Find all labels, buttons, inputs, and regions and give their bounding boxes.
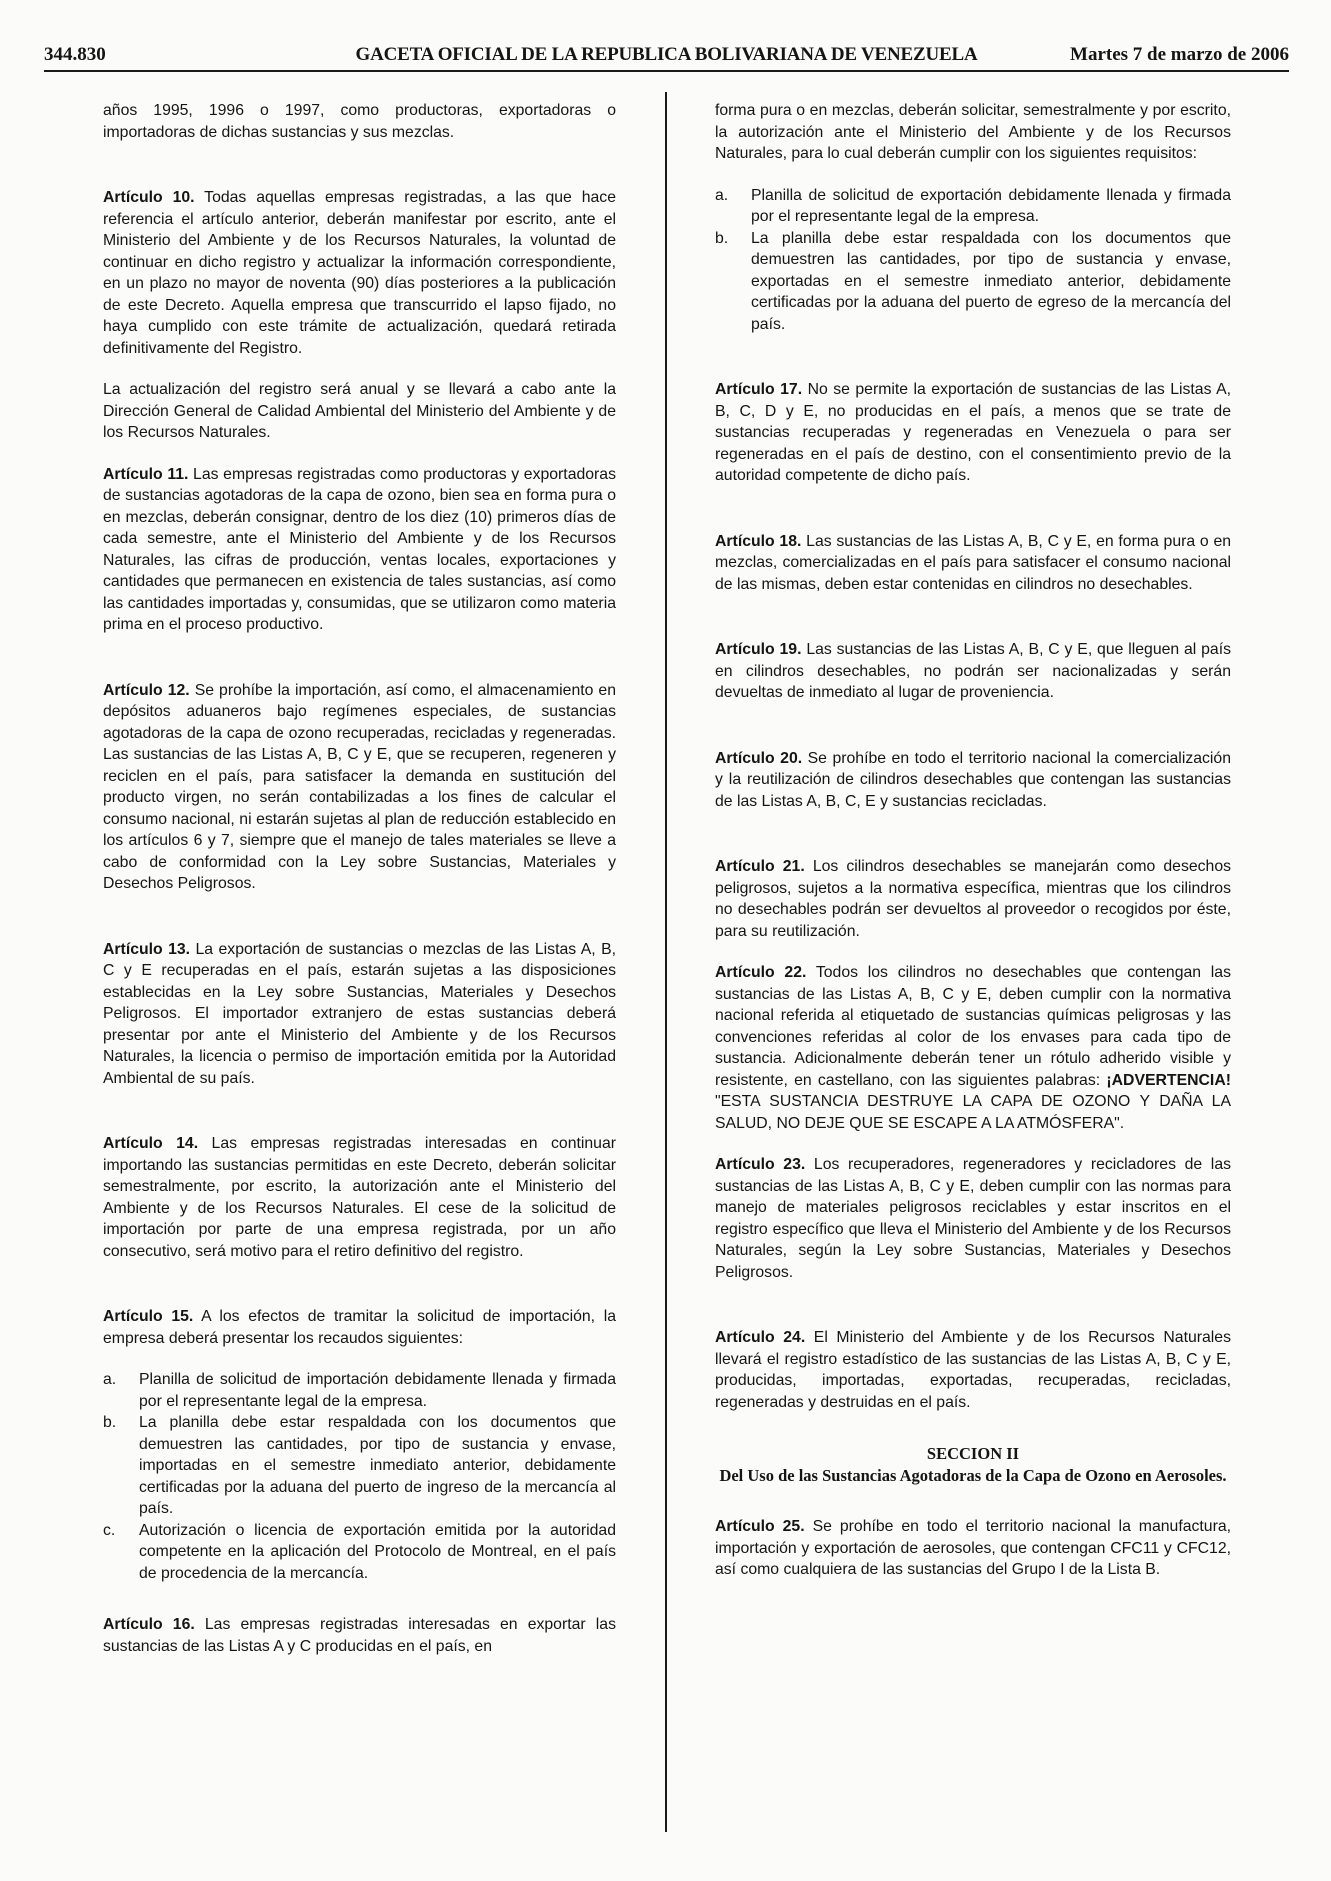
list-item — [103, 1520, 616, 1585]
article-10 — [103, 187, 616, 359]
article-23-heading: Artículo 23. — [715, 1156, 806, 1173]
article-15-text: A los efectos de tramitar la solicitud de importación, la empresa deberá presentar los recaudos siguientes: — [103, 1308, 616, 1347]
article-10-paragraph-2: La actualización del registro será anual y se llevará a cabo ante la Dirección General de Calidad Ambiental del Ministerio del Ambiente y de los Recursos Naturales. — [103, 381, 616, 441]
list-item — [103, 1412, 616, 1520]
article-16-heading: Artículo 16. — [103, 1616, 195, 1633]
list-item-letter: a. — [715, 186, 729, 204]
section-number: SECCION II — [926, 1444, 1020, 1463]
article-22 — [715, 962, 1231, 1134]
left-column — [103, 100, 616, 1657]
article-25-text: Se prohíbe en todo el territorio nacional la manufactura, importación y exportación de aerosoles, que contengan CFC11 y CFC12, así como cualquiera de las sustancias del Grupo I de la Lista B. — [715, 1518, 1232, 1578]
article-15 — [103, 1306, 616, 1349]
article-11-heading: Artículo 11. — [103, 465, 189, 483]
list-item-text: La planilla debe estar respaldada con los documentos que demuestren las cantidades, por tipo de sustancia y envase, exportadas en el semestre inmediato anterior, debidamente certificadas por la aduana del puerto de egreso de la mercancía del país. — [751, 229, 1231, 333]
article-16-requirements-list — [715, 185, 1231, 336]
article-25-heading: Artículo 25. — [715, 1518, 805, 1535]
list-item-text: Planilla de solicitud de importación debidamente llenada y firmada por el representante legal de la empresa. — [139, 1371, 616, 1410]
article-15-heading: Artículo 15. — [103, 1308, 194, 1325]
article-24 — [715, 1327, 1231, 1413]
article-18-heading: Artículo 18. — [715, 532, 802, 550]
article-22-warning: ¡ADVERTENCIA! — [1106, 1071, 1231, 1089]
article-21-heading: Artículo 21. — [715, 858, 805, 875]
article-25 — [715, 1516, 1231, 1581]
gazette-title: GACETA OFICIAL DE LA REPUBLICA BOLIVARIANA DE VENEZUELA — [355, 44, 978, 65]
article-13-heading: Artículo 13. — [103, 940, 191, 958]
list-item-letter: b. — [103, 1414, 117, 1431]
article-22-label-text: "ESTA SUSTANCIA DESTRUYE LA CAPA DE OZONO Y DAÑA LA SALUD, NO DEJE QUE SE ESCAPE A LA ATMÓSFERA". — [715, 1093, 1231, 1132]
article-17-text: No se permite la exportación de sustancias de las Listas A, B, C, D y E, no producidas en el país, a menos que se trate de sustancias recuperadas y regeneradas en Venezuela o para ser regeneradas en el país de destino, con el consentimiento previo de la autoridad competente de dicho país. — [715, 381, 1232, 484]
list-item-text: La planilla debe estar respaldada con los documentos que demuestren las cantidades, por tipo de sustancia y envase, importadas en el semestre inmediato anterior, debidamente certificadas por la aduana del puerto de ingreso de la mercancía al país. — [139, 1414, 616, 1517]
list-item — [103, 1369, 616, 1412]
article-15-requirements-list — [103, 1369, 616, 1584]
list-item-letter: b. — [715, 229, 729, 247]
list-item-text: Autorización o licencia de exportación emitida por la autoridad competente en la aplicación del Protocolo de Montreal, en el país de procedencia de la mercancía. — [139, 1521, 616, 1582]
article-17 — [715, 379, 1231, 487]
article-19-heading: Artículo 19. — [715, 641, 802, 658]
article-20-heading: Artículo 20. — [715, 749, 803, 767]
article-14 — [103, 1133, 616, 1262]
article-22-heading: Artículo 22. — [715, 964, 807, 981]
article-12-heading: Artículo 12. — [103, 681, 190, 699]
article-19 — [715, 639, 1231, 704]
article-10-text: Todas aquellas empresas registradas, a las que hace referencia el artículo anterior, deberán manifestar por escrito, ante el Ministerio del Ambiente y de los Recursos Naturales, la voluntad de continuar en dicho registro y actualizar la información correspondiente, en un plazo no mayor de noventa (90) días posteriores a la publicación de este Decreto. Aquella empresa que transcurrido el lapso fijado, no haya cumplido con este trámite de actualización, quedará retirada definitivamente del Registro. — [103, 189, 616, 357]
list-item-letter: c. — [103, 1521, 116, 1539]
article-14-heading: Artículo 14. — [103, 1135, 199, 1152]
list-item — [715, 185, 1231, 228]
article-24-heading: Artículo 24. — [715, 1329, 806, 1346]
article-24-text: El Ministerio del Ambiente y de los Recursos Naturales llevará el registro estadístico de las sustancias de las Listas A, B, C y E, producidas, importadas, exportadas, recuperadas, recicladas, regeneradas y destruidas en el país. — [715, 1329, 1231, 1411]
article-13-text: La exportación de sustancias o mezclas de las Listas A, B, C y E recuperadas en el país, estarán sujetas a las disposiciones establecidas en la Ley sobre Sustancias, Materiales y Desechos Peligrosos. El importador extranjero de estas sustancias deberá presentar por ante el Ministerio del Ambiente y de los Recursos Naturales, la licencia o permiso de importación emitida por la Autoridad Ambiental de su país. — [103, 940, 616, 1087]
article-17-heading: Artículo 17. — [715, 381, 803, 398]
article-10-heading: Artículo 10. — [103, 189, 195, 206]
article-20 — [715, 748, 1231, 813]
article-11-text: Las empresas registradas como productoras y exportadoras de sustancias agotadoras de la capa de ozono, bien sea en forma pura o en mezclas, deberán consignar, dentro de los diez (10) primeros días de cada semestre, ante el Ministerio del Ambiente y de los Recursos Naturales, las cifras de producción, ventas locales, exportaciones y cantidades que permanecen en existencia de tales sustancias, así como las cantidades importadas y, consumidas, que se utilizaron como materia prima en el proceso productivo. — [103, 465, 616, 633]
left-intro-paragraph: años 1995, 1996 o 1997, como productoras, exportadoras o importadoras de dichas sustancias y sus mezclas. — [103, 102, 616, 141]
article-12-text: Se prohíbe la importación, así como, el almacenamiento en depósitos aduaneros bajo regímenes especiales, de sustancias agotadoras de la capa de ozono recuperadas, recicladas y regeneradas. Las sustancias de las Listas A, B, C y E, que se recuperen, regeneren y reciclen en el país, para satisfacer la demanda en sustitución del producto virgen, no serán contabilizadas a los fines de calcular el consumo nacional, ni estarán sujetas al plan de reducción establecido en los artículos 6 y 7, siempre que el manejo de tales materiales se lleve a cabo de conformidad con la Ley sobre Sustancias, Materiales y Desechos Peligrosos. — [103, 681, 617, 892]
article-18 — [715, 531, 1231, 596]
article-11 — [103, 464, 616, 636]
right-column — [715, 100, 1231, 1581]
column-divider — [665, 92, 667, 1832]
article-21-text: Los cilindros desechables se manejarán como desechos peligrosos, sujetos a la normativa específica, mientras que los cilindros no desechables podrán ser devueltos al proveedor o recogidos por éste, para su reutilización. — [715, 858, 1232, 940]
list-item-text: Planilla de solicitud de exportación debidamente llenada y firmada por el representante legal de la empresa. — [751, 186, 1231, 225]
header-rule — [44, 70, 1289, 72]
article-23-text: Los recuperadores, regeneradores y recicladores de las sustancias de las Listas A, B, C y E, deben cumplir con las normas para manejo de materiales peligrosos reciclables y estar inscritos en el registro específico que lleva el Ministerio del Ambiente y de los Recursos Naturales, según la Ley sobre Sustancias, Materiales y Desechos Peligrosos. — [715, 1156, 1232, 1281]
article-20-text: Se prohíbe en todo el territorio nacional la comercialización y la reutilización de cilindros desechables que contengan las sustancias de las Listas A, B, C, E y sustancias recicladas. — [715, 749, 1231, 810]
article-13 — [103, 939, 616, 1090]
right-intro-paragraph: forma pura o en mezclas, deberán solicitar, semestralmente y por escrito, la autorización ante el Ministerio del Ambiente y de los Recursos Naturales, para lo cual deberán cumplir con los siguientes requisitos: — [715, 102, 1231, 162]
article-12 — [103, 680, 616, 895]
article-16 — [103, 1614, 616, 1657]
article-14-text: Las empresas registradas interesadas en continuar importando las sustancias permitidas en este Decreto, deberán solicitar semestralmente, por escrito, la autorización ante el Ministerio del Ambiente y de los Recursos Naturales. El cese de la solicitud de importación por parte de una empresa registrada, por un año consecutivo, será motivo para el retiro definitivo del registro. — [103, 1135, 616, 1260]
article-23 — [715, 1154, 1231, 1283]
section-title: Del Uso de las Sustancias Agotadoras de la Capa de Ozono en Aerosoles. — [719, 1465, 1227, 1485]
article-16-text: Las empresas registradas interesadas en exportar las sustancias de las Listas A y C producidas en el país, en — [103, 1616, 616, 1655]
article-21 — [715, 856, 1231, 942]
list-item-letter: a. — [103, 1371, 117, 1388]
article-18-text: Las sustancias de las Listas A, B, C y E, en forma pura o en mezclas, comercializadas en el país para satisfacer el consumo nacional de las mismas, deben estar contenidas en cilindros no desechables. — [715, 532, 1232, 593]
page-header — [44, 44, 1289, 70]
publication-date: Martes 7 de marzo de 2006 — [1070, 44, 1289, 65]
article-19-text: Las sustancias de las Listas A, B, C y E, que lleguen al país en cilindros desechables, no podrán ser nacionalizadas y serán devueltas de inmediato al lugar de proveniencia. — [715, 641, 1232, 701]
list-item — [715, 228, 1231, 336]
page-number: 344.830 — [44, 44, 106, 65]
article-22-text: Todos los cilindros no desechables que contengan las sustancias de las Listas A, B, C y E, deben cumplir con la normativa nacional referida al etiquetado de sustancias químicas peligrosas y las convenciones referidas al color de los envases para cada tipo de sustancia. Adicionalmente deberán tener un rótulo adherido visible y resistente, en castellano, con las siguientes palabras: — [715, 964, 1231, 1089]
